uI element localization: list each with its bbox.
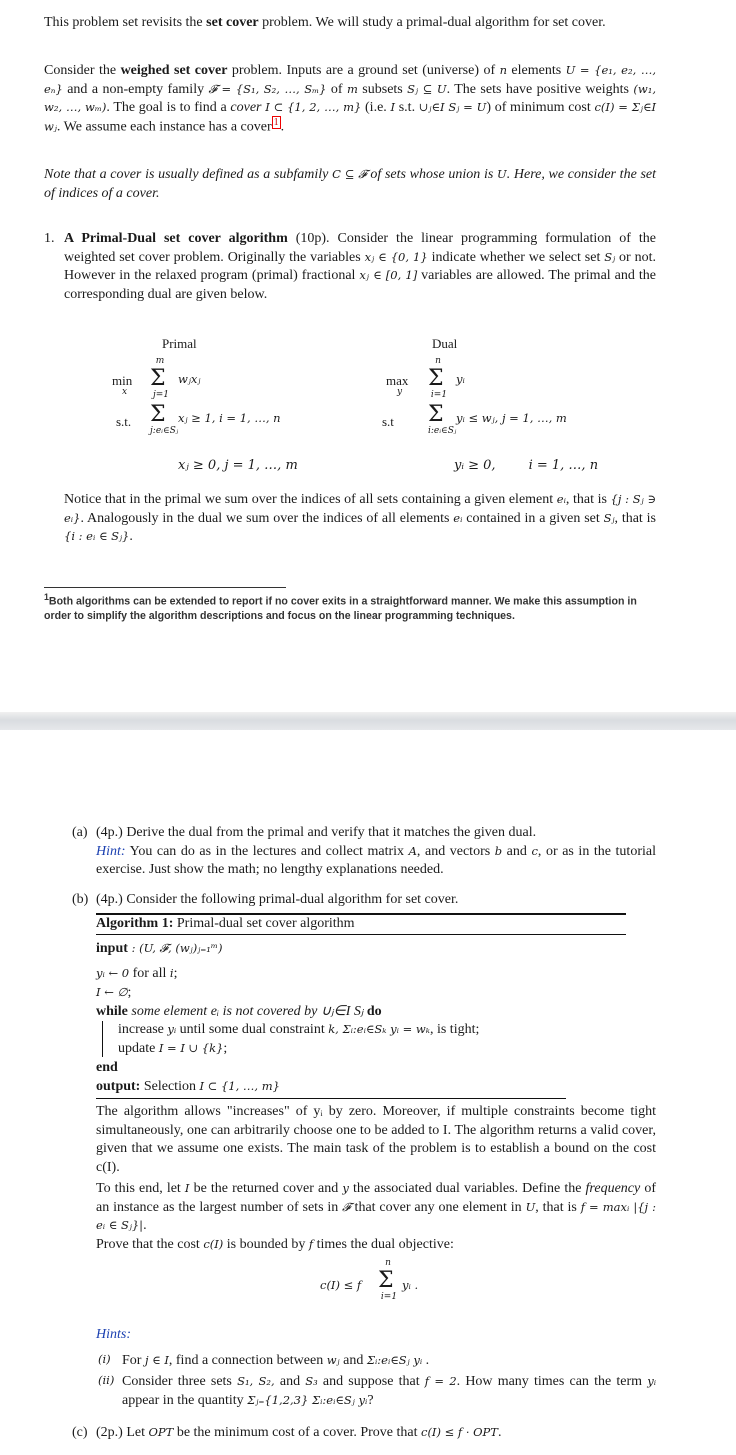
sum-symbol: Σ <box>428 402 444 427</box>
footnote-link[interactable]: 1 <box>273 116 279 128</box>
hints-label: Hints: <box>96 1327 131 1342</box>
algorithm-title: Algorithm 1: Primal-dual set cover algorithm <box>96 916 355 931</box>
part-c: (c) (2p.) Let OPT be the minimum cost of a cover. Prove that c(I) ≤ f · OPT. <box>72 1425 502 1440</box>
footnote: $^1$Both algorithms can be extended to report if no cover exits in a straightforward manner. We make this assumption in order to simplify the algorithm descriptions and focus on the linear programming techniques. <box>44 592 637 622</box>
note-paragraph: Note that a cover is usually defined as a subfamily C ⊆ 𝓕 of sets whose union is U. Here, we consider the set of indices of a cover. <box>44 167 657 201</box>
primal-header: Primal <box>162 336 197 351</box>
footnote-rule <box>44 587 286 588</box>
algorithm-output: output: Selection I ⊂ {1, …, m} <box>96 1079 280 1094</box>
sum-symbol: Σ <box>428 365 444 391</box>
dual-header: Dual <box>432 336 458 351</box>
dual-constraint-2: yᵢ ≥ 0, i = 1, …, n <box>454 458 599 473</box>
primal-min: min x <box>112 373 133 397</box>
sum-symbol: Σ <box>150 365 166 391</box>
problem-number: 1. <box>44 231 55 246</box>
page-2: (a) (4p.) Derive the dual from the primal and verify that it matches the given dual. Hint: You can do as in the lectures and collect matrix A, and vectors b and c, or as in the tutorial exercise. Just show the math; no lengthy explanations needed. (b) (4p.) Consider the following primal-dual algorithm for set cover. Algorithm 1: Primal-dual set cover algorithm input : (U, 𝓕, (wⱼ)ⱼ₌₁ᵐ) yᵢ ← 0 for all i; I ← ∅; while some element eᵢ is not covered by ∪ⱼ∈I Sⱼ do increase yᵢ until some dual constraint k, Σᵢ:eᵢ∈Sₖ yᵢ = wₖ, is tight; update I = I ∪ {k}; end output: Selection I ⊂ {1, …, m} The algorithm allows "increases" of yᵢ by zero. Moreover, if multiple constraints become tight simultaneously, one can arbitrarily choose one to be added to I. The algorithm returns a valid cover, given that we assume one exists. The main task of the problem is to establish a bound on the cost c(I). To this end, let I be the returned cover and y the associated dual variables. Define the frequency of an instance as the largest number of sets in 𝓕 that cover any one element in U, that is f = maxᵢ |{j : eᵢ ∈ Sⱼ}|. Prove that the cost c(I) is bounded by f times the dual objective: c(I) ≤ f n Σ i=1 yᵢ . Hints: (i) For j ∈ I, find a connection between wⱼ and Σᵢ:eᵢ∈Sⱼ yᵢ . (ii) Consider three sets S₁, S₂, and S₃ and suppose that f = 2. How many times can the term yᵢ appear in the quantity Σⱼ₌{1,2,3} Σᵢ:eᵢ∈Sⱼ yᵢ? (c) (2p.) Let OPT be the minimum cost of a cover. Prove that c(I) ≤ f · OPT. <box>0 730 736 1455</box>
part-b-paragraph-2: To this end, let I be the returned cover and y the associated dual variables. Define the frequency of an instance as the largest number of sets in 𝓕 that cover any one element in U, that is f = maxᵢ |{j : eᵢ ∈ Sⱼ}|. <box>96 1181 656 1234</box>
algorithm-line-update: update I = I ∪ {k}; <box>118 1041 228 1056</box>
dual-objective: n Σ yᵢ i=1 <box>428 356 465 400</box>
primal-constraint-2: xⱼ ≥ 0, j = 1, …, m <box>178 458 298 473</box>
algorithm-input: input : (U, 𝓕, (wⱼ)ⱼ₌₁ᵐ) <box>96 941 223 956</box>
sum-symbol: Σ <box>378 1267 394 1293</box>
dual-st: s.t <box>382 414 394 429</box>
hint-2: (ii) Consider three sets S₁, S₂, and S₃ and suppose that f = 2. How many times can the term yᵢ appear in the quantity Σⱼ₌{1,2,3} Σᵢ:eᵢ∈Sⱼ yᵢ? <box>98 1373 657 1408</box>
part-a: (a) (4p.) Derive the dual from the primal and verify that it matches the given dual. Hint: You can do as in the lectures and collect matrix A, and vectors b and c, or as in the tutorial exercise. Just show the math; no lengthy explanations needed. <box>72 825 656 878</box>
page-1 <box>0 0 736 712</box>
part-b: (b) (4p.) Consider the following primal-dual algorithm for set cover. <box>72 892 459 907</box>
hint-label: Hint: <box>96 843 126 859</box>
part-b-paragraph-1: The algorithm allows "increases" of yᵢ by zero. Moreover, if multiple constraints become tight simultaneously, one can arbitrarily choose one to be added to I. The algorithm returns a valid cover, given that we assume one exists. The main task of the problem is to establish a bound on the cost c(I). <box>96 1104 656 1175</box>
algorithm-line-init-I: I ← ∅; <box>96 985 132 1000</box>
algorithm-line-increase: increase yᵢ until some dual constraint k, Σᵢ:eᵢ∈Sₖ yᵢ = wₖ, is tight; <box>118 1022 480 1037</box>
algorithm-while: while some element eᵢ is not covered by ∪ⱼ∈I Sⱼ do <box>96 1004 382 1019</box>
notice-paragraph: Notice that in the primal we sum over the indices of all sets containing a given element eᵢ, that is {j : Sⱼ ∋ eᵢ}. Analogously in the dual we sum over the indices of all elements eᵢ contained in a given set Sⱼ, that is {i : eᵢ ∈ Sⱼ}. <box>64 492 656 545</box>
dual-constraint-1: Σ yᵢ ≤ wⱼ, j = 1, …, m i:eᵢ∈Sⱼ <box>428 402 567 436</box>
part-b-paragraph-3: Prove that the cost c(I) is bounded by f times the dual objective: <box>96 1237 454 1252</box>
dual-max: max y <box>386 373 409 397</box>
primal-constraint-1: Σ xⱼ ≥ 1, i = 1, …, n j:eᵢ∈Sⱼ <box>150 402 281 436</box>
problem-1: 1. A Primal-Dual set cover algorithm (10p). Consider the linear programming formulation of the weighted set cover problem. Originally the variables xⱼ ∈ {0, 1} indicate whether we select set Sⱼ or not. However in the relaxed program (primal) fractional xⱼ ∈ [0, 1] variables are allowed. The primal and the corresponding dual are given below. <box>44 231 657 302</box>
intro-paragraph-2: Consider the weighed set cover problem. Inputs are a ground set (universe) of n elements U = {e₁, e₂, …, eₙ} and a non-empty family 𝓕 = {S₁, S₂, …, Sₘ} of m subsets Sⱼ ⊆ U. The sets have positive weights (w₁, w₂, …, wₘ). The goal is to find a cover I ⊂ {1, 2, …, m} (i.e. I s.t. ∪ⱼ∈I Sⱼ = U) of minimum cost c(I) = Σⱼ∈I wⱼ. We assume each instance has a cover $^1$ . <box>44 63 656 135</box>
page-separator <box>0 712 736 730</box>
intro-paragraph-1: This problem set revisits the set cover problem. We will study a primal-dual algorithm for set cover. <box>44 15 606 30</box>
algorithm-box <box>96 913 656 1099</box>
primal-st: s.t. <box>116 414 132 429</box>
primal-objective: m Σ wⱼxⱼ j=1 <box>150 356 201 400</box>
hint-1: (i) For j ∈ I, find a connection between wⱼ and Σᵢ:eᵢ∈Sⱼ yᵢ . <box>98 1352 430 1368</box>
sum-symbol: Σ <box>150 402 166 427</box>
algorithm-line-init-y: yᵢ ← 0 for all i; <box>96 966 178 981</box>
algorithm-end: end <box>96 1060 118 1075</box>
